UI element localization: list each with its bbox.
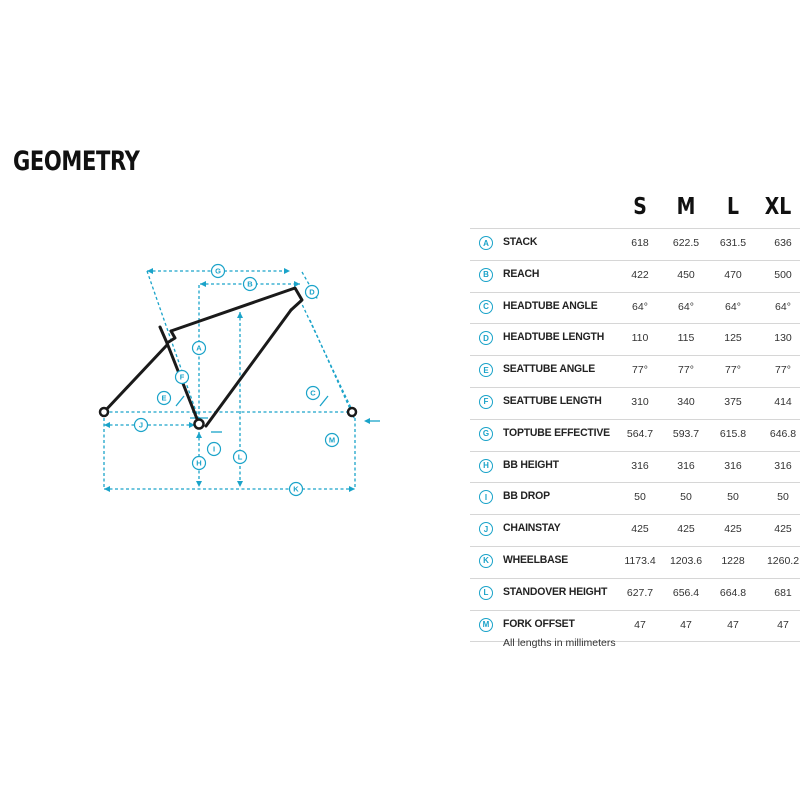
row-value-m: 425 [677, 523, 695, 536]
size-header-xl: XL [764, 194, 792, 220]
row-value-l: 631.5 [719, 237, 747, 249]
table-row [470, 482, 800, 514]
bottom-bracket [195, 420, 204, 429]
row-value-l: 664.8 [719, 586, 747, 599]
row-value-l: 50 [727, 491, 739, 504]
size-header-m: M [676, 194, 696, 220]
size-header-row [470, 190, 800, 228]
letter-badge: H [479, 459, 493, 473]
row-value-s: 564.7 [626, 427, 654, 440]
row-value-xl: 500 [774, 268, 792, 281]
geometry-table [470, 190, 800, 642]
row-label: BB HEIGHT [503, 458, 559, 471]
letter-badge: D [479, 331, 493, 345]
row-value-xl: 1260.2 [766, 554, 800, 567]
row-value-l: 316 [724, 459, 742, 472]
diagram-badge-b [244, 278, 257, 291]
row-label: REACH [503, 267, 540, 280]
letter-badge: K [479, 554, 493, 568]
row-value-l: 1228 [721, 554, 745, 567]
row-value-m: 450 [677, 268, 695, 281]
size-header-s: S [633, 194, 647, 220]
row-label: FORK OFFSET [503, 617, 575, 630]
row-value-l: 425 [724, 523, 742, 536]
diagram-badge-d [306, 286, 319, 299]
frame-geometry-diagram [95, 255, 395, 500]
row-value-xl: 47 [777, 618, 789, 631]
row-value-xl: 316 [774, 459, 792, 472]
row-value-l: 47 [727, 618, 739, 631]
row-value-xl: 681 [774, 586, 792, 599]
row-value-l: 77° [725, 364, 741, 377]
diagram-badge-c [307, 387, 320, 400]
letter-badge: G [479, 427, 493, 441]
table-row [470, 260, 800, 292]
diagram-badge-letter: E [161, 393, 167, 403]
row-value-m: 593.7 [672, 427, 700, 440]
row-value-s: 77° [632, 364, 648, 377]
row-value-l: 470 [724, 268, 742, 281]
diagram-badge-letter: C [310, 388, 316, 398]
row-label: TOPTUBE EFFECTIVE [503, 426, 610, 439]
row-value-m: 77° [678, 364, 694, 377]
rear-axle [100, 408, 108, 416]
row-value-l: 615.8 [719, 427, 747, 440]
row-label: HEADTUBE ANGLE [503, 299, 598, 312]
row-value-m: 47 [680, 618, 692, 631]
table-row [470, 292, 800, 324]
row-value-m: 340 [677, 395, 695, 408]
row-value-m: 316 [677, 459, 695, 472]
letter-badge: I [479, 490, 493, 504]
letter-badge: F [479, 395, 493, 409]
row-value-m: 50 [680, 491, 692, 504]
letter-badge: A [479, 236, 493, 250]
letter-badge: E [479, 363, 493, 377]
row-value-s: 64° [632, 300, 648, 313]
row-label: SEATTUBE LENGTH [503, 394, 602, 407]
row-value-m: 622.5 [672, 237, 700, 249]
row-value-s: 422 [631, 268, 649, 281]
row-value-l: 64° [725, 300, 741, 313]
diagram-badge-letter: F [179, 372, 185, 382]
row-value-xl: 50 [777, 491, 789, 504]
diagram-badge-letter: H [196, 458, 202, 468]
row-label: STACK [503, 236, 538, 248]
diagram-badge-a [193, 342, 206, 355]
row-value-s: 618 [631, 237, 649, 249]
row-value-s: 425 [631, 523, 649, 536]
row-value-xl: 64° [775, 300, 791, 313]
diagram-badge-i [208, 443, 221, 456]
units-footnote: All lengths in millimeters [503, 637, 616, 649]
letter-badge: M [479, 618, 493, 632]
row-value-xl: 646.8 [769, 427, 797, 440]
diagram-badge-j [135, 419, 148, 432]
diagram-badge-letter: M [328, 435, 336, 445]
seatstay [104, 345, 167, 412]
diagram-badge-letter: L [237, 452, 243, 462]
row-value-s: 47 [634, 618, 646, 631]
table-row [470, 419, 800, 451]
front-axle [348, 408, 356, 416]
page-title: GEOMETRY [13, 146, 140, 177]
row-value-s: 627.7 [626, 586, 654, 599]
down-tube [206, 310, 291, 426]
size-header-l: L [726, 194, 740, 220]
row-value-m: 1203.6 [669, 554, 703, 567]
row-value-l: 125 [724, 332, 742, 345]
diagram-badge-letter: K [293, 484, 299, 494]
row-value-xl: 636 [774, 237, 792, 249]
diagram-badge-m [326, 434, 339, 447]
row-value-m: 64° [678, 300, 694, 313]
row-value-xl: 77° [775, 364, 791, 377]
table-row [470, 514, 800, 546]
row-label: CHAINSTAY [503, 522, 561, 535]
diagram-badge-letter: G [215, 266, 221, 276]
row-label: WHEELBASE [503, 553, 569, 566]
table-row [470, 323, 800, 355]
diagram-badge-letter: A [196, 343, 202, 353]
diagram-badge-l [234, 451, 247, 464]
table-row [470, 451, 800, 483]
row-label: HEADTUBE LENGTH [503, 331, 605, 344]
row-label: STANDOVER HEIGHT [503, 585, 608, 598]
row-value-m: 115 [677, 332, 695, 345]
diagram-badge-f [176, 371, 189, 384]
row-value-l: 375 [724, 395, 742, 408]
table-row [470, 387, 800, 419]
diagram-badge-e [158, 392, 171, 405]
dim-line-seat-axis [147, 271, 199, 420]
letter-badge: L [479, 586, 493, 600]
row-value-s: 316 [631, 459, 649, 472]
row-value-s: 1173.4 [624, 554, 656, 567]
letter-badge: J [479, 522, 493, 536]
row-value-s: 110 [631, 332, 649, 345]
row-value-xl: 130 [774, 332, 792, 345]
diagram-badge-letter: I [212, 444, 216, 454]
row-value-m: 656.4 [672, 586, 700, 599]
diagram-badge-letter: J [138, 420, 144, 430]
diagram-badge-k [290, 483, 303, 496]
row-label: SEATTUBE ANGLE [503, 363, 595, 376]
letter-badge: B [479, 268, 493, 282]
row-value-xl: 414 [774, 395, 792, 408]
table-row [470, 546, 800, 578]
diagram-badge-letter: B [247, 279, 253, 289]
table-row [470, 228, 800, 260]
table-row [470, 355, 800, 387]
row-value-s: 50 [634, 491, 646, 504]
diagram-badge-h [193, 457, 206, 470]
diagram-badge-g [212, 265, 225, 278]
letter-badge: C [479, 300, 493, 314]
row-label: BB DROP [503, 490, 550, 503]
table-row [470, 578, 800, 610]
row-value-s: 310 [631, 395, 649, 408]
diagram-badge-letter: D [309, 287, 315, 297]
row-value-xl: 425 [774, 523, 792, 536]
top-tube [171, 288, 302, 331]
